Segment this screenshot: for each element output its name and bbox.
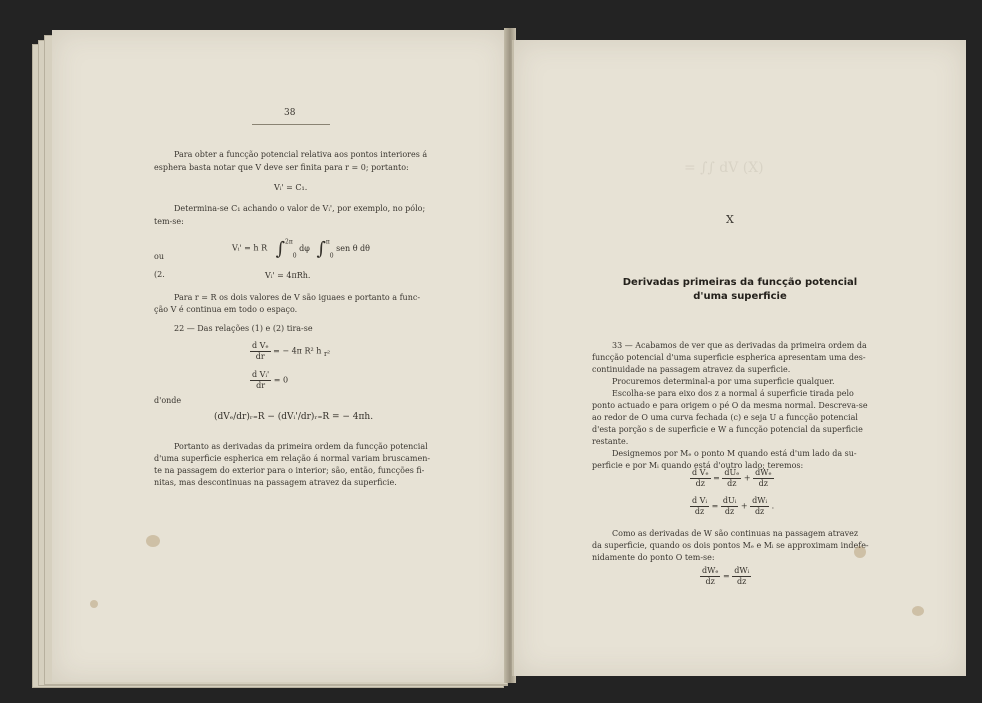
equation: (dVₑ/dr)ᵣ₌R − (dVᵢ'/dr)ᵣ₌R = − 4πh. xyxy=(214,412,374,422)
section-title: Derivadas primeiras da funcção potencial xyxy=(622,277,858,288)
fraction: $\frac{\text{d Vₑ}}{dr}$ xyxy=(252,341,269,361)
integral-symbol: ∫$^{2\pi}$0 dφ xyxy=(275,238,313,259)
paragraph-line: ponto actuado e para origem o pé O da mesma normal. Descreva-se xyxy=(592,401,868,410)
paragraph-line: perficie e por Mᵢ quando está d'outro lado; teremos: xyxy=(592,461,804,470)
right-page xyxy=(512,40,966,676)
paragraph-line: continuidade na passagem atravez da superficie. xyxy=(592,365,791,374)
paragraph-line: Designemos por Mₑ o ponto M quando está d'um lado da su- xyxy=(612,449,857,458)
equation-part: = − 4π R² h xyxy=(273,346,322,356)
paragraph-line: d'uma superficie espherica em relação á normal variam bruscamen- xyxy=(154,454,431,463)
chapter-number: X xyxy=(726,213,734,226)
stain xyxy=(912,606,924,616)
paragraph-line: Portanto as derivadas da primeira ordem da funcção potencial xyxy=(174,442,428,451)
integral-symbol: ∫$^\pi$0 sen θ dθ xyxy=(316,238,370,259)
paragraph-line: d'esta porção s de superficie e W a funcção potencial da superficie xyxy=(592,425,863,434)
paragraph-line: Como as derivadas de W são continuas na passagem atravez xyxy=(612,529,859,538)
paragraph-line: Para obter a funcção potencial relativa aos pontos interiores á xyxy=(174,150,428,159)
paragraph-line: ou xyxy=(154,252,164,261)
page-number: 38 xyxy=(284,108,296,118)
paragraph-line: restante. xyxy=(592,437,629,446)
stain xyxy=(90,600,98,608)
stain xyxy=(854,546,866,558)
equation xyxy=(250,370,288,391)
equation-part: Vᵢ' = h R xyxy=(232,243,268,253)
equation xyxy=(232,238,370,259)
paragraph-line: te na passagem do exterior para o interior; são, então, funcções fi- xyxy=(154,466,425,475)
equation: $\frac{\text{dWₑ}}{dz}$ = $\frac{\text{dWᵢ}}{dz}$ xyxy=(702,566,750,586)
equation: Vᵢ' = C₁. xyxy=(274,183,308,192)
section-title: d'uma superficie xyxy=(693,291,787,302)
equation-part: r² xyxy=(323,350,331,359)
paragraph-line: d'onde xyxy=(154,396,182,405)
paragraph-line: esphera basta notar que V deve ser finita para r = 0; portanto: xyxy=(154,163,409,172)
paragraph-line: tem-se: xyxy=(154,217,184,226)
bleed-through: = ∫∫ dV (X) xyxy=(684,160,764,176)
paragraph-line: Escolha-se para eixo dos z a normal á superficie tirada pelo xyxy=(612,389,854,398)
paragraph-line: 22 — Das relações (1) e (2) tira-se xyxy=(174,324,313,333)
paragraph-line: Procuremos determinal-a por uma superficie qualquer. xyxy=(612,377,835,386)
equation xyxy=(250,341,330,362)
equation: $\frac{\text{d Vₑ}}{dz}$ = $\frac{\text{dUₑ}}{dz}$ + $\frac{\text{dWₑ}}{dz}$ xyxy=(692,468,772,488)
paragraph-line: nitas, mas descontinuas na passagem atravez da superficie. xyxy=(154,478,397,487)
fraction: $\frac{\text{d Vᵢ'}}{dr}$ xyxy=(252,370,270,390)
stain xyxy=(146,535,160,547)
paragraph-line: funcção potencial d'uma superficie espherica apresentam uma des- xyxy=(592,353,866,362)
equation: $\frac{\text{d Vᵢ}}{dz}$ = $\frac{\text{dUᵢ}}{dz}$ + $\frac{\text{dWᵢ}}{dz}$ . xyxy=(692,496,775,516)
paragraph-line: ção V é continua em todo o espaço. xyxy=(154,305,298,314)
paragraph-line: ao redor de O uma curva fechada (c) e seja U a funcção potencial xyxy=(592,413,858,422)
left-page xyxy=(52,30,510,682)
equation-label: (2. xyxy=(154,270,165,279)
paragraph-line: Para r = R os dois valores de V são iguaes e portanto a func- xyxy=(174,293,421,302)
paragraph-line: Determina-se C₁ achando o valor de Vᵢ', por exemplo, no pólo; xyxy=(174,204,426,213)
paragraph-line: 33 — Acabamos de ver que as derivadas da primeira ordem da xyxy=(612,341,867,350)
equation: Vᵢ' = 4πRh. xyxy=(265,271,311,280)
paragraph-line: da superficie, quando os dois pontos Mₑ e Mᵢ se approximam indefe- xyxy=(592,541,869,550)
paragraph-line: nidamente do ponto O tem-se: xyxy=(592,553,715,562)
equation-part: = 0 xyxy=(273,375,289,385)
header-rule xyxy=(252,124,330,125)
